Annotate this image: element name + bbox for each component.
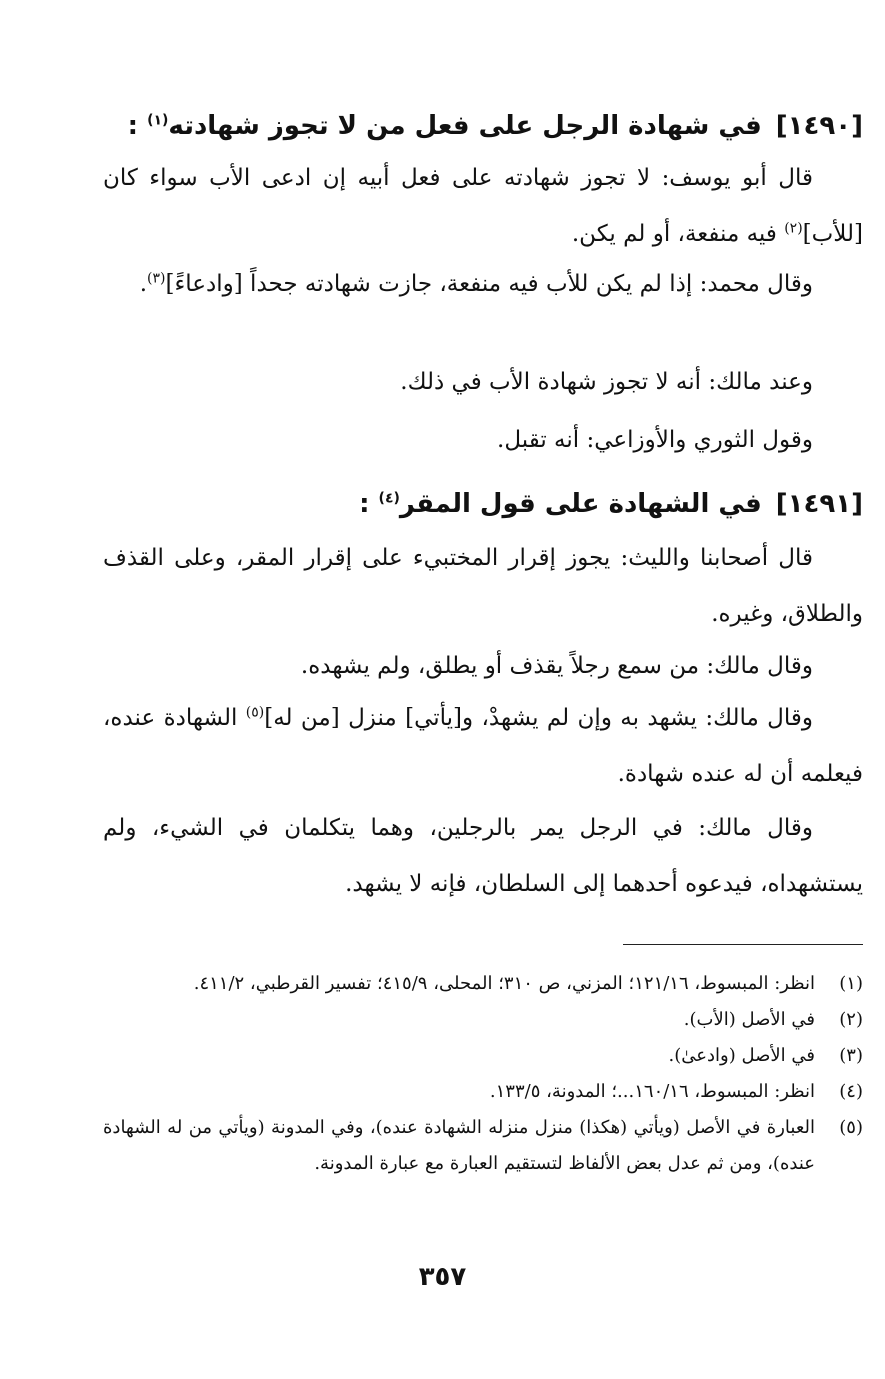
footnote-marker: (١) [147,112,169,129]
paragraph [103,412,863,468]
page-number: ٣٥٧ [418,1262,467,1292]
paragraph-text: وقال مالك: في الرجل يمر بالرجلين، وهما يتكلمان في الشيء، ولم يستشهداه، فيدعوه أحدهما إلى السلطان، فإنه لا يشهد. [103,815,863,897]
heading-colon: : [127,111,148,141]
footnote-1 [103,966,863,1002]
footnote-number: (١) [839,973,863,994]
footnote-text: انظر: المبسوط، ١٦٠/١٦...؛ المدونة، ١٣٣/٥. [489,1081,815,1102]
paragraph-text: وقال مالك: يشهد به وإن لم يشهدْ، و[يأتي] منزل [من له] [264,705,813,731]
heading-colon: : [359,489,379,519]
footnote-text: في الأصل (وادعىٰ). [668,1045,815,1066]
paragraph [103,150,863,262]
footnote-4 [103,1074,863,1110]
footnote-marker: (٣) [147,270,166,287]
section-title: في الشهادة على قول المقر [399,489,762,519]
paragraph-text: وقال مالك: من سمع رجلاً يقذف أو يطلق، ولم يشهده. [300,653,813,679]
paragraph [103,638,863,694]
paragraph [103,354,863,410]
paragraph-text: قال أصحابنا والليث: يجوز إقرار المختبيء على إقرار المقر، وعلى القذف والطلاق، وغيره. [103,545,863,627]
section-heading-1490 [113,106,863,146]
paragraph-text: وقول الثوري والأوزاعي: أنه تقبل. [497,427,813,453]
paragraph-text: فيه منفعة، أو لم يكن. [571,221,785,247]
footnote-text: العبارة في الأصل (ويأتي (هكذا) منزل منزله الشهادة عنده)، وفي المدونة (ويأتي من له الشهادة عنده)، ومن ثم عدل بعض الألفاظ لتستقيم العبارة مع عبارة المدونة. [103,1117,815,1174]
footnote-number: (٢) [839,1009,863,1030]
footnote-2 [103,1002,863,1038]
footnotes [103,966,863,1182]
footnote-text: انظر: المبسوط، ١٢١/١٦؛ المزني، ص ٣١٠؛ المحلى، ٤١٥/٩؛ تفسير القرطبي، ٤١١/٢. [193,973,815,994]
paragraph-text: . [139,271,148,297]
section-number: [١٤٩١] [775,489,863,519]
footnote-number: (٥) [839,1117,863,1138]
footnote-3 [103,1038,863,1074]
footnote-separator [623,944,863,945]
paragraph [103,530,863,642]
footnote-text: في الأصل (الأب). [683,1009,815,1030]
footnote-number: (٤) [839,1081,863,1102]
paragraph [103,800,863,912]
paragraph [103,256,863,312]
section-number: [١٤٩٠] [775,111,863,141]
section-heading-1491 [113,484,863,524]
paragraph-text: قال أبو يوسف: لا تجوز شهادته على فعل أبيه إن ادعى الأب سواء كان [للأب] [103,165,863,247]
footnote-marker: (٤) [378,490,400,507]
section-title: في شهادة الرجل على فعل من لا تجوز شهادته [168,111,762,141]
footnote-marker: (٥) [245,704,265,721]
footnote-marker: (٢) [784,220,803,237]
paragraph-text: وقال محمد: إذا لم يكن للأب فيه منفعة، جازت شهادته جحداً [وادعاءً] [165,271,813,297]
paragraph-text: وعند مالك: أنه لا تجوز شهادة الأب في ذلك. [400,369,813,395]
footnote-number: (٣) [839,1045,863,1066]
paragraph-text: الشهادة عنده، فيعلمه أن له عنده شهادة. [103,705,863,787]
footnote-5 [103,1110,863,1182]
paragraph [103,690,863,802]
